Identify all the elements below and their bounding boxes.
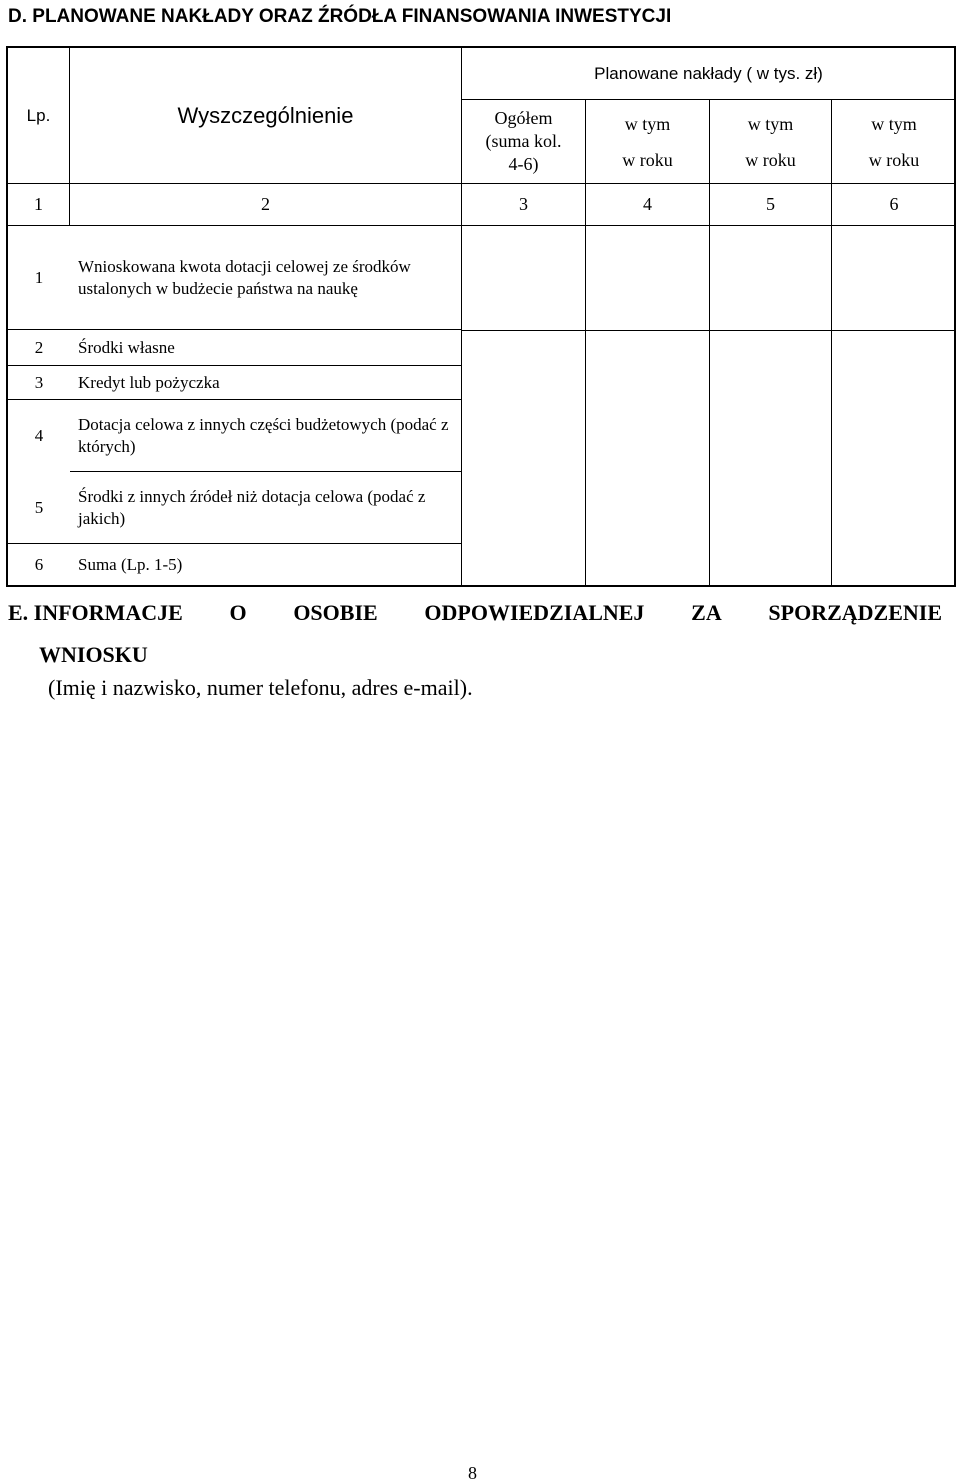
row-1-col6[interactable]	[832, 226, 956, 330]
section-d-title: D. PLANOWANE NAKŁADY ORAZ ŹRÓDŁA FINANSOWANIA INWESTYCJI	[8, 6, 672, 27]
page-number: 8	[468, 1463, 477, 1483]
header-wtym-3	[832, 100, 956, 184]
header-lp: Lp.	[8, 48, 70, 184]
section-e-note: (Imię i nazwisko, numer telefonu, adres e-mail).	[48, 675, 473, 700]
section-e-title	[8, 592, 942, 676]
header-ogolem-line3: 4-6)	[508, 154, 539, 174]
header-ogolem-line2: (suma kol.	[485, 131, 562, 151]
header-ogolem	[462, 100, 586, 184]
header-wtym-1	[586, 100, 710, 184]
row-5-label: Środki z innych źródeł niż dotacja celowa (podać z jakich)	[70, 472, 462, 544]
section-e-word-5: ZA	[691, 600, 722, 625]
header-wtym-3-line2: w roku	[868, 149, 920, 170]
section-e-line2: WNIOSKU	[39, 642, 148, 667]
section-e-word-1: E. INFORMACJE	[8, 600, 183, 625]
row-4-label: Dotacja celowa z innych części budżetowych (podać z których)	[70, 400, 462, 472]
row-2-label: Środki własne	[70, 330, 462, 366]
header-wtym-1-line1: w tym	[624, 113, 671, 134]
colnum-4: 4	[586, 184, 710, 226]
colnum-5: 5	[710, 184, 832, 226]
colnum-1: 1	[8, 184, 70, 226]
row-6-label: Suma (Lp. 1-5)	[70, 544, 462, 585]
row-1-col3[interactable]	[462, 226, 586, 330]
row-2-lp: 2	[8, 330, 70, 366]
row-1-col4[interactable]	[586, 226, 710, 330]
row-3-label: Kredyt lub pożyczka	[70, 366, 462, 400]
rows-2-6-col4[interactable]	[586, 330, 710, 585]
row-3-lp: 3	[8, 366, 70, 400]
section-e-word-3: OSOBIE	[293, 600, 378, 625]
header-wtym-2-line1: w tym	[747, 113, 794, 134]
header-wtym-3-line1: w tym	[871, 113, 917, 134]
header-wtym-2-line2: w roku	[745, 149, 796, 170]
rows-2-6-col3[interactable]	[462, 330, 586, 585]
section-e-word-4: ODPOWIEDZIALNEJ	[424, 600, 645, 625]
section-e-word-6: SPORZĄDZENIE	[768, 600, 942, 625]
rows-2-6-col6[interactable]	[832, 330, 956, 585]
header-wtym-1-line2: w roku	[622, 149, 673, 170]
rows-2-6-col5[interactable]	[710, 330, 832, 585]
colnum-2: 2	[70, 184, 462, 226]
header-wtym-2	[710, 100, 832, 184]
header-wyszczegolnienie: Wyszczególnienie	[70, 48, 462, 184]
colnum-3: 3	[462, 184, 586, 226]
row-1-label: Wnioskowana kwota dotacji celowej ze środków ustalonych w budżecie państwa na naukę	[70, 226, 462, 330]
header-planned-costs: Planowane nakłady ( w tys. zł)	[462, 48, 956, 100]
row-5-lp: 5	[8, 472, 70, 544]
row-6-lp: 6	[34, 554, 44, 574]
header-ogolem-line1: Ogółem	[494, 108, 553, 128]
colnum-6: 6	[832, 184, 956, 226]
row-4-lp: 4	[34, 426, 44, 445]
financing-table	[6, 46, 956, 587]
row-1-lp: 1	[8, 226, 70, 330]
row-1-col5[interactable]	[710, 226, 832, 330]
section-e-word-2: O	[229, 600, 247, 625]
